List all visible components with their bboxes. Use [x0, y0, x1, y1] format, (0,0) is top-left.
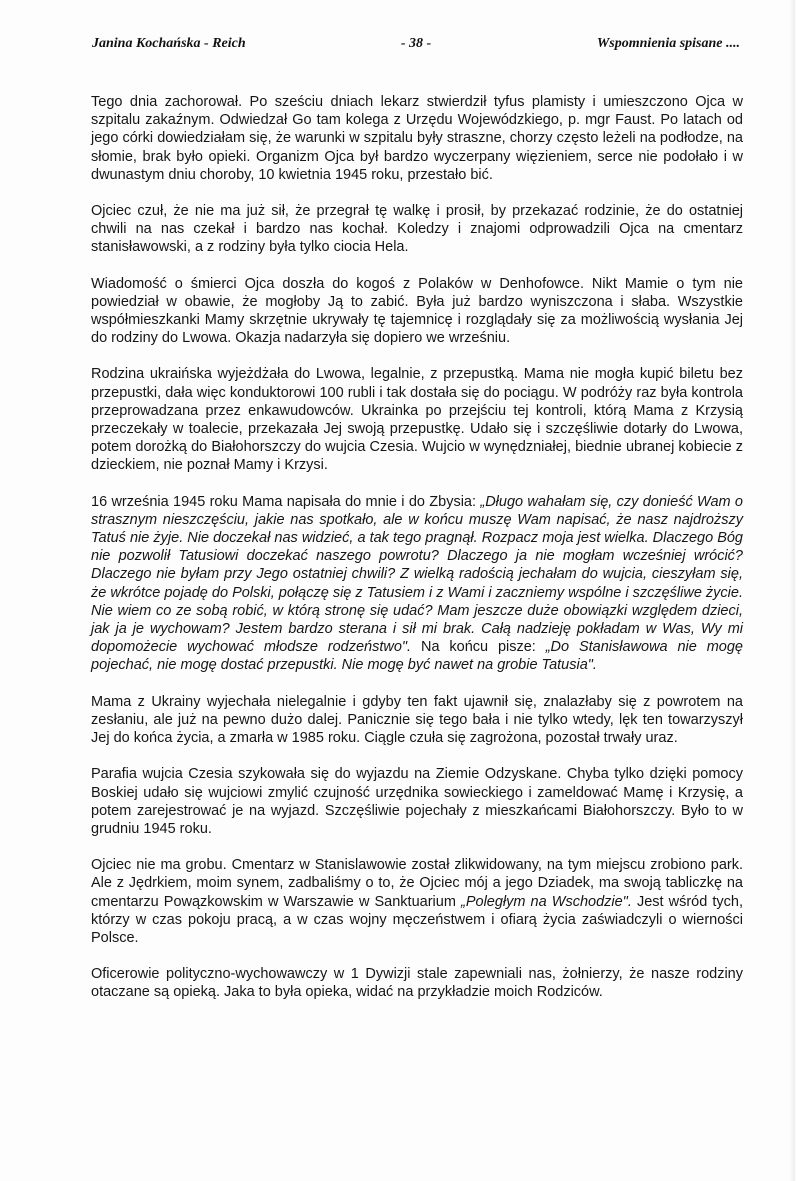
- grave-intro: Ojciec nie ma grobu. Cmentarz w Stanislawowie został zlikwidowany, na tym miejscu zrobiono park. Ale z Jędrkiem, moim synem, zadbaliśmy o to, że Ojciec mój a jego Dziadek, ma swoją tabliczkę na cmentarzu Powązkowskim w Warszawie w Sanktuarium: [91, 857, 743, 910]
- header-title: Wspomnienia spisane ....: [596, 36, 740, 51]
- letter-middle: Na końcu pisze:: [411, 639, 546, 656]
- paragraph-8: [91, 856, 743, 947]
- running-header: [92, 36, 740, 56]
- paragraph-3: Wiadomość o śmierci Ojca doszła do kogoś z Polaków w Denhofowce. Nikt Mamie o tym nie powiedział w obawie, że mogłoby Ją to zabić. Była już bardzo wyniszczona i słaba. Wszystkie współmieszkanki Mamy skrzętnie ukrywały tę tajemnicę i rozglądały się za możliwością wysłania Jej do rodziny do Lwowa. Okazja nadarzyła się dopiero we wrześniu.: [91, 275, 743, 347]
- paragraph-6: Mama z Ukrainy wyjechała nielegalnie i gdyby ten fakt ujawnił się, znalazłaby się z powrotem na zesłaniu, ale już na pewno dużo dalej. Panicznie się tego bała i nie tylko wtedy, lęk ten towarzyszył Jej do końca życia, a zmarła w 1985 roku. Ciągle czuła się zagrożona, pozostał trwały uraz.: [91, 693, 743, 747]
- letter-intro: 16 września 1945 roku Mama napisała do mnie i do Zbysia:: [91, 493, 481, 510]
- letter-quote-2: „Do Stanisławowa nie mogę pojechać, nie mogę dostać przepustki. Nie mogę być nawet na grobie Tatusia".: [91, 639, 743, 674]
- paragraph-9: Oficerowie polityczno-wychowawczy w 1 Dywizji stale zapewniali nas, żołnierzy, że nasze rodziny otaczane są opieką. Jaka to była opieka, widać na przykładzie moich Rodziców.: [91, 966, 743, 1001]
- sanctuary-name: „Poległym na Wschodzie".: [461, 893, 632, 910]
- header-author: Janina Kochańska - Reich: [92, 36, 246, 51]
- paragraph-7: Parafia wujcia Czesia szykowała się do wyjazdu na Ziemie Odzyskane. Chyba tylko dzięki pomocy Boskiej udało się wujciowi zmylić czujność urzędnika sowieckiego i zameldować Mamę i Krzysię, a potem zarejestrować je na wyjazd. Szczęśliwie pojechały z mieszkańcami Białohorszczy. Było to w grudniu 1945 roku.: [91, 766, 743, 837]
- paragraph-5-letter: [91, 493, 743, 675]
- body-text: [91, 93, 743, 1020]
- paragraph-4: Rodzina ukraińska wyjeżdżała do Lwowa, legalnie, z przepustką. Mama nie mogła kupić biletu bez przepustki, dała więc konduktorowi 100 rubli i tak dostała się do pociągu. W podróży raz była kontrola przeprowadzana przez enkawudowców. Ukrainka po przejściu tej kontroli, którą Mama z Krzysią przeczekały w toalecie, przekazała Jej swoją przepustkę. Udało się i szczęśliwie dotarły do Lwowa, potem dorożką do Białohorszczy do wujcia Czesia. Wujcio w wynędzniałej, biednie ubranej kobiecie z dzieckiem, nie poznał Mamy i Krzysi.: [91, 366, 743, 474]
- paragraph-1: Tego dnia zachorował. Po sześciu dniach lekarz stwierdził tyfus plamisty i umieszczono Ojca w szpitalu zakaźnym. Odwiedzał Go tam kolega z Urzędu Wojewódzkiego, p. mgr Faust. Po latach od jego córki dowiedziałam się, że warunki w szpitalu były straszne, chorzy często leżeli na podłodze, na słomie, brak było opieki. Organizm Ojca był bardzo wyczerpany więzieniem, serce nie podołało i w dwunastym dniu choroby, 10 kwietnia 1945 roku, przestało bić.: [91, 94, 743, 183]
- header-page-number: - 38 -: [400, 36, 432, 51]
- grave-outro: Jest wśród tych, którzy w czas pokoju pracą, a w czas wojny męczeństwem i ofiarą życia zaświadczyli o wierności Polsce.: [91, 893, 743, 946]
- page-edge-shadow: [789, 0, 795, 1181]
- letter-quote: „Długo wahałam się, czy donieść Wam o strasznym nieszczęściu, jakie nas spotkało, ale w końcu muszę Wam napisać, że nasz najdroższy Tatuś nie żyje. Nie doczekał nas widzieć, a tak tego pragnął. Rozpacz moja jest wielka. Dlaczego Bóg nie pozwolił Tatusiowi doczekać naszego powrotu? Dlaczego ja nie mogłam wcześniej wrócić? Dlaczego nie byłam przy Jego ostatniej chwili? Z wielką radością jechałam do wujcia, cieszyłam się, że wkrótce pojadę do Polski, połączę się z Tatusiem i z Wami i zaczniemy wspólne i szczęśliwe życie. Nie wiem co ze sobą robić, w którą stronę się udać? Mam jeszcze duże obowiązki względem dzieci, jak ja je wychowam? Jestem bardzo sterana i sił mi brak. Całą nadzieję pokładam w Was, Wy mi dopomożecie wychować młodsze rodzeństwo".: [91, 493, 743, 656]
- paragraph-2: Ojciec czuł, że nie ma już sił, że przegrał tę walkę i prosił, by przekazać rodzinie, że do ostatniej chwili na nas czekał i bardzo nas kochał. Koledzy i znajomi odprowadzili Ojca na cmentarz stanisławowski, a z rodziny była tylko ciocia Hela.: [91, 203, 743, 256]
